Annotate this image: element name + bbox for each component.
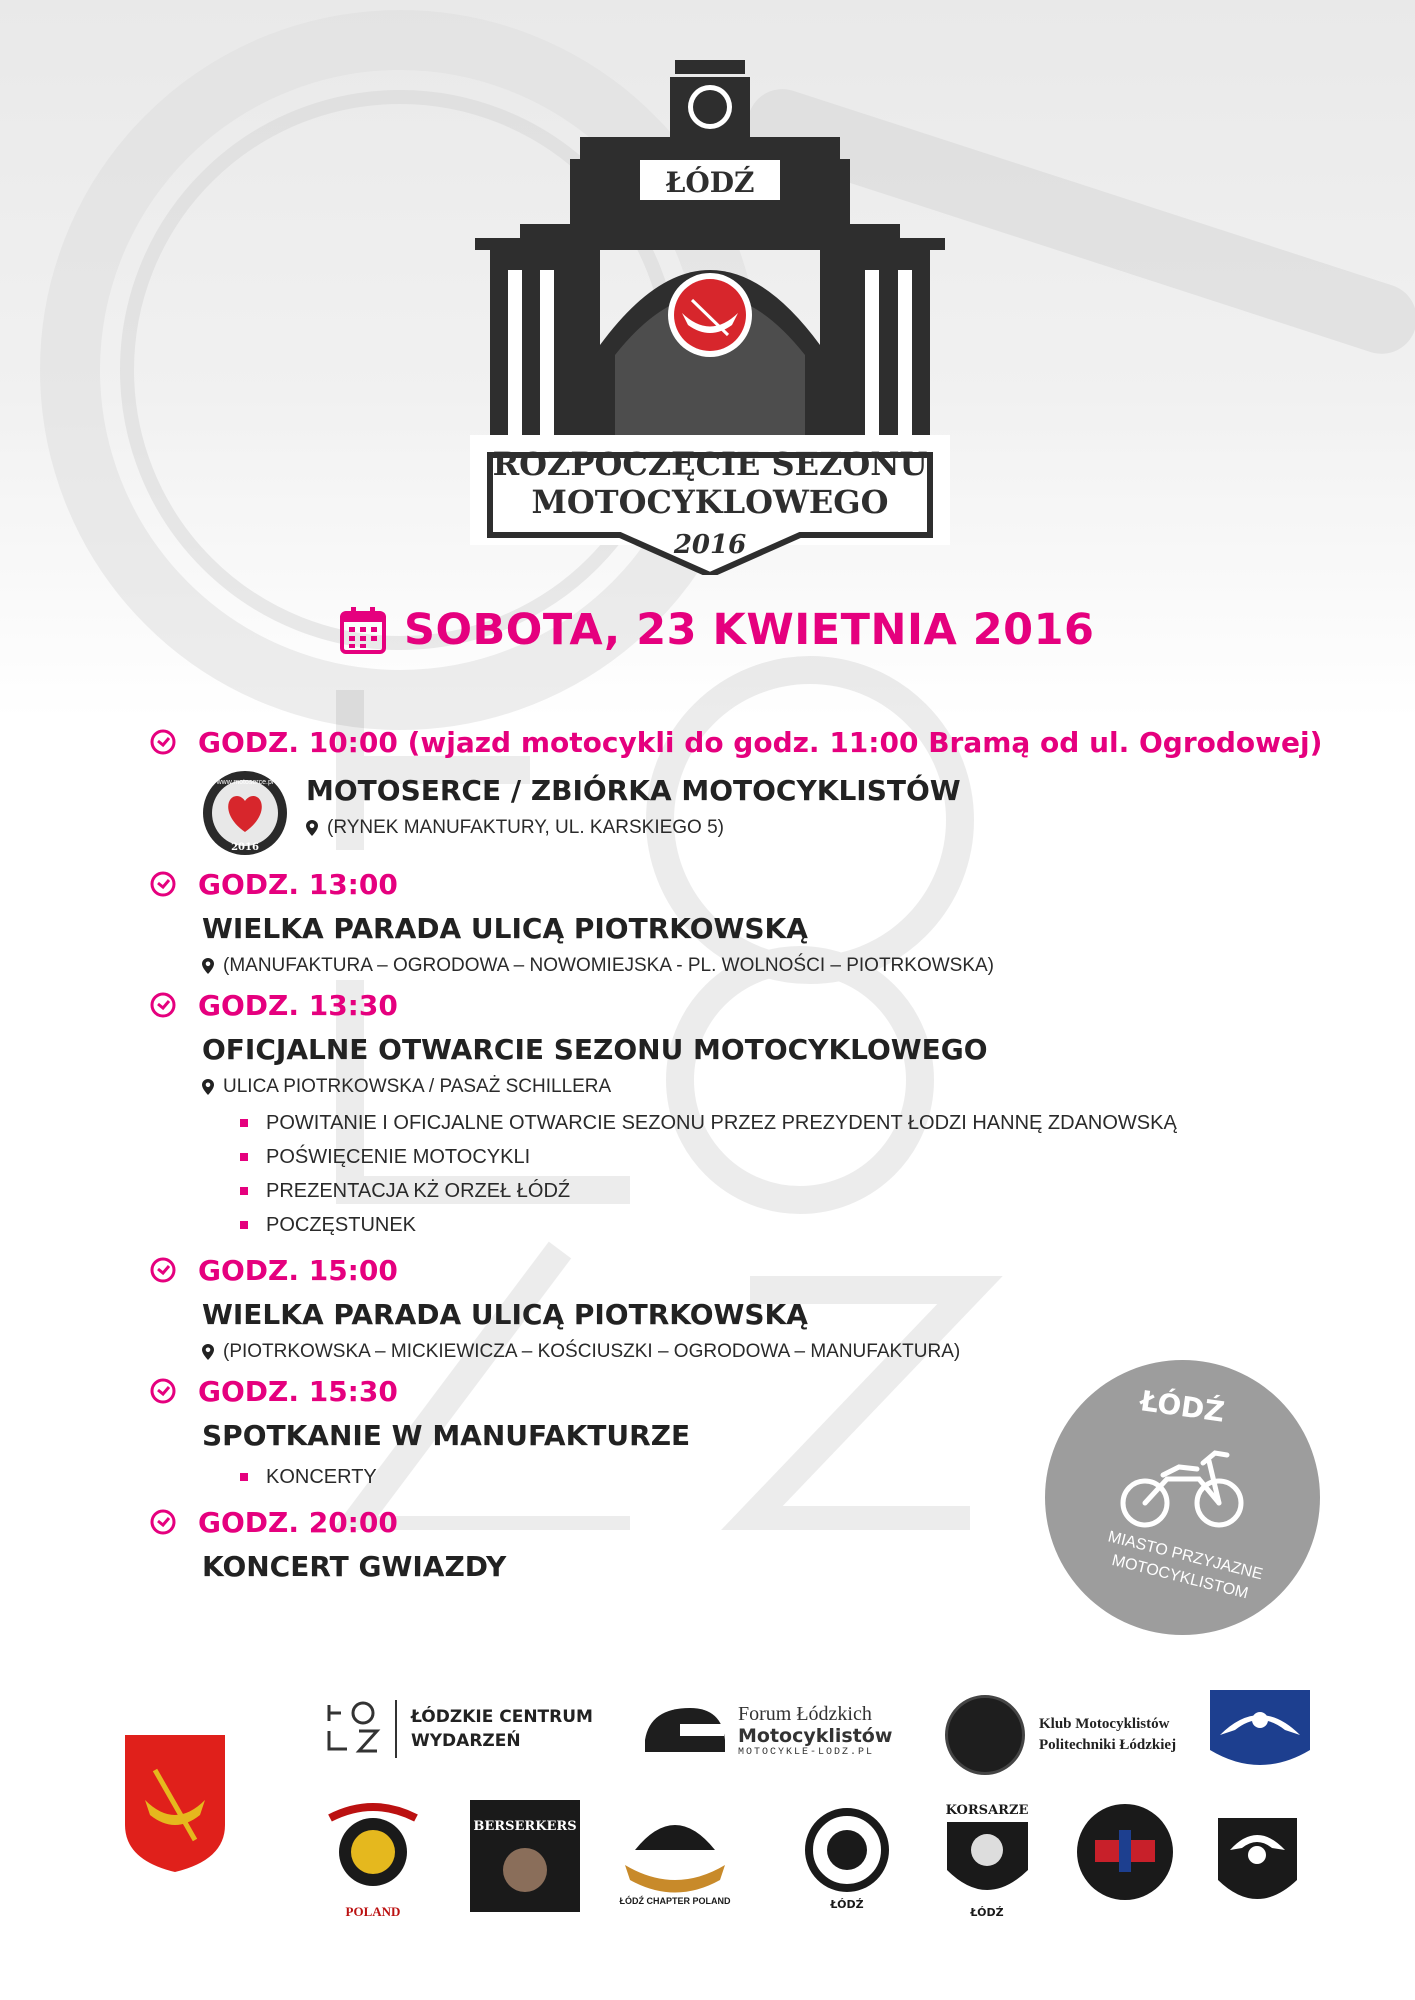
knight-riders-logo <box>318 1800 428 1920</box>
schedule-item <box>150 1248 1330 1363</box>
schedule-time: GODZ. 20:00 <box>198 1505 398 1539</box>
knight-riders-emblem <box>318 1800 428 1900</box>
berserkers-logo <box>470 1800 580 1920</box>
event-logo <box>470 55 950 575</box>
kmpl-text: Klub Motocyklistów Politechniki Łódzkiej <box>1039 1716 1177 1753</box>
list-item: PREZENTACJA KŻ ORZEŁ ŁÓDŹ <box>240 1174 1330 1208</box>
bullet-icon <box>240 1153 248 1161</box>
location-pin-icon <box>202 1079 214 1095</box>
lodz-coat-of-arms <box>120 1730 230 1875</box>
list-item: KONCERTY <box>240 1460 1330 1494</box>
schedule-item <box>150 862 1330 977</box>
czarne-orly-emblem <box>1210 1800 1305 1920</box>
hog-label: ŁÓDŹ CHAPTER POLAND <box>619 1896 731 1906</box>
berserkers-emblem <box>470 1800 580 1915</box>
schedule-title: SPOTKANIE W MANUFAKTURZE <box>202 1419 691 1452</box>
kmpl-logo <box>945 1695 1176 1775</box>
hog-emblem <box>615 1800 735 1910</box>
event-date <box>340 600 1094 660</box>
forum-line1: Forum Łódzkich <box>738 1702 872 1725</box>
franc-label: ŁÓDŹ <box>830 1898 864 1911</box>
lcw-text: ŁÓDZKIE CENTRUM WYDARZEŃ <box>411 1707 593 1751</box>
clock-icon <box>150 1378 176 1404</box>
schedule-location-text: (MANUFAKTURA – OGRODOWA – NOWOMIEJSKA - PL. WOLNOŚCI – PIOTRKOWSKA) <box>223 955 995 976</box>
badge-text: MIASTO PRZYJAZNE MOTOCYKLISTOM <box>1106 1528 1265 1603</box>
moto-friendly-city-badge <box>1045 1360 1320 1635</box>
clock-icon <box>150 729 176 755</box>
schedule-time: GODZ. 10:00 (wjazd motocykli do godz. 11:00 Bramą od ul. Ogrodowej) <box>198 725 1323 759</box>
knight-riders-label: POLAND <box>345 1904 401 1919</box>
schedule-time: GODZ. 13:30 <box>198 988 398 1022</box>
bullet-icon <box>240 1119 248 1127</box>
date-text: SOBOTA, 23 KWIETNIA 2016 <box>404 605 1095 655</box>
schedule-location-text: (PIOTRKOWSKA – MICKIEWICZA – KOŚCIUSZKI – OGRODOWA – MANUFAKTURA) <box>223 1341 961 1362</box>
clock-icon <box>150 992 176 1018</box>
list-item: POWITANIE I OFICJALNE OTWARCIE SEZONU PRZEZ PREZYDENT ŁODZI HANNĘ ZDANOWSKĄ <box>240 1106 1330 1140</box>
schedule-title: MOTOSERCE / ZBIÓRKA MOTOCYKLISTÓW <box>306 774 961 807</box>
clock-icon <box>150 1509 176 1535</box>
bullet-icon <box>240 1221 248 1229</box>
group-of-franc-logo <box>800 1800 910 1920</box>
motoserce-badge <box>202 770 288 856</box>
lcw-mark-icon <box>325 1701 381 1757</box>
kmpl-emblem <box>945 1695 1025 1775</box>
klub-zuzlowy-orzel-logo <box>1205 1680 1315 1780</box>
schedule-time: GODZ. 13:00 <box>198 867 398 901</box>
schedule-location-text: (RYNEK MANUFAKTURY, UL. KARSKIEGO 5) <box>327 817 724 838</box>
schedule-subitems <box>240 1106 1330 1242</box>
schedule-item <box>150 720 1330 856</box>
logo-title-line1: ROZPOCZĘCIE SEZONU <box>492 445 928 483</box>
schedule-time: GODZ. 15:00 <box>198 1253 398 1287</box>
location-pin-icon <box>202 958 214 974</box>
number-one-emblem <box>1075 1800 1175 1910</box>
location-pin-icon <box>202 1344 214 1360</box>
korsarze-label: ŁÓDŹ <box>970 1906 1004 1919</box>
calendar-icon <box>340 606 386 654</box>
schedule-location <box>202 1341 1330 1363</box>
schedule-location <box>202 1076 1330 1098</box>
forum-lodzkich-motocyklistow-logo <box>640 1700 892 1760</box>
location-pin-icon <box>306 820 318 836</box>
korsarze-emblem <box>935 1800 1040 1920</box>
clock-icon <box>150 871 176 897</box>
hog-chapter-logo <box>615 1800 731 1920</box>
bullet-icon <box>240 1187 248 1195</box>
badge-city: ŁÓDŹ <box>1138 1384 1227 1429</box>
number-one-club-logo <box>1075 1800 1185 1920</box>
schedule-title: OFICJALNE OTWARCIE SEZONU MOTOCYKLOWEGO <box>202 1033 988 1066</box>
motoserce-url: www.motoserce.pl <box>216 779 274 786</box>
logo-year: 2016 <box>673 530 747 560</box>
divider <box>395 1700 397 1758</box>
korsarze-top: KORSARZE <box>945 1803 1029 1818</box>
schedule-location <box>202 955 1330 977</box>
logo-city: ŁÓDŹ <box>665 166 755 199</box>
motoserce-year: 2016 <box>231 842 259 853</box>
forum-line2: Motocyklistów <box>738 1724 893 1747</box>
schedule-item <box>150 983 1330 1242</box>
bullet-icon <box>240 1473 248 1481</box>
schedule-location-text: ULICA PIOTRKOWSKA / PASAŻ SCHILLERA <box>223 1076 612 1097</box>
berserkers-text: BERSERKERS <box>473 1819 577 1834</box>
lodzkie-centrum-wydarzen-logo <box>325 1700 593 1758</box>
helmet-icon <box>640 1700 730 1760</box>
forum-url: MOTOCYKLE-LODZ.PL <box>738 1746 875 1758</box>
czarne-orly-logo <box>1210 1800 1320 1920</box>
schedule-title: WIELKA PARADA ULICĄ PIOTRKOWSKĄ <box>202 1298 808 1331</box>
schedule-time: GODZ. 15:30 <box>198 1374 398 1408</box>
schedule-title: WIELKA PARADA ULICĄ PIOTRKOWSKĄ <box>202 912 808 945</box>
franc-emblem <box>800 1800 895 1915</box>
list-item: POCZĘSTUNEK <box>240 1208 1330 1242</box>
list-item: POŚWIĘCENIE MOTOCYKLI <box>240 1140 1330 1174</box>
logo-title-line2: MOTOCYKLOWEGO <box>531 483 889 521</box>
clock-icon <box>150 1257 176 1283</box>
motorcycle-icon <box>1117 1445 1247 1530</box>
schedule-title: KONCERT GWIAZDY <box>202 1550 507 1583</box>
korsarze-logo <box>935 1800 1045 1920</box>
schedule-location <box>306 817 961 839</box>
